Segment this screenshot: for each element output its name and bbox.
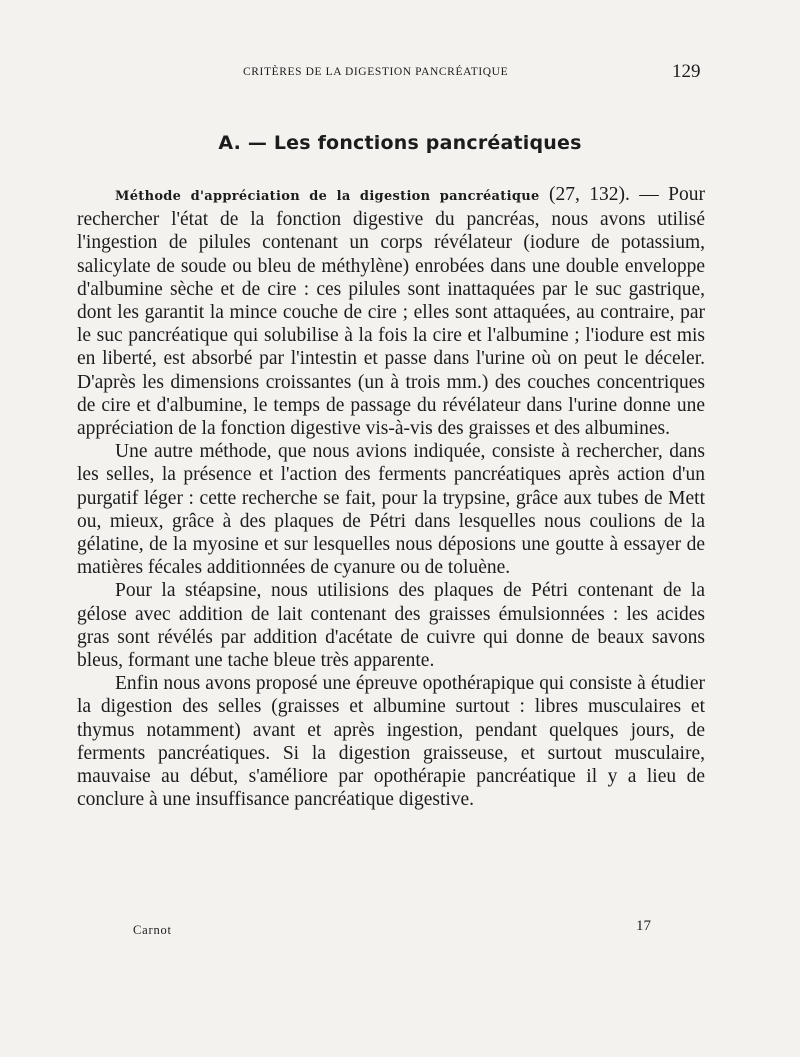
paragraph-opotherapy: Enfin nous avons proposé une épreuve opothérapique qui consiste à étudier la digestion des selles (graisses et albumine surtout : libres musculaires et thymus notamment) avant et après ingestion, pendant quelques jours, de ferments pancréatiques. Si la digestion graisseuse, et surtout musculaire, mauvaise au début, s'améliore par opothérapie pancréatique il y a lieu de conclure à une insuffisance pancréatique digestive. [77,673,705,811]
page-footer [0,920,800,944]
paragraph-lead-heading: Méthode d'appréciation de la digestion pancréatique [115,189,540,204]
paragraph-stool-method: Une autre méthode, que nous avions indiquée, consiste à rechercher, dans les selles, la présence et l'action des ferments pancréatiques après action d'un purgatif léger : cette recherche se fait, pour la trypsine, grâce aux tubes de Mett ou, mieux, grâce à des plaques de Pétri dans lesquelles nous coulions de la gélatine, de la myosine et sur lesquelles nous déposions une goutte à essayer de matières fécales additionnées de cyanure ou de toluène. [77,441,705,579]
paragraph-method [77,183,705,440]
body-text [77,183,705,811]
paragraph-steapsin: Pour la stéapsine, nous utilisions des plaques de Pétri contenant de la gélose avec addition de lait contenant des graisses émulsionnées : les acides gras sont révélés par addition d'acétate de cuivre qui donne de beaux savons bleus, formant une tache bleue très apparente. [77,580,705,672]
page-number: 129 [672,61,701,82]
paragraph-method-text: (27, 132). — Pour rechercher l'état de la fonction digestive du pancréas, nous avons utilisé l'ingestion de pilules contenant un corps révélateur (iodure de potassium, salicylate de soude ou bleu de méthylène) enrobées dans une double enveloppe d'albumine sèche et de cire : ces pilules sont inattaquées par le suc gastrique, dont les garantit la mince couche de cire ; elles sont attaquées, au contraire, par le suc pancréatique qui solubilise à la fois la cire et l'albumine ; l'iodure est mis en liberté, est absorbé par l'intestin et passe dans l'urine où on peut le déceler. D'après les dimensions croissantes (un à trois mm.) des couches concentriques de cire et d'albumine, le temps de passage du révélateur dans l'urine donne une appréciation de la fonction digestive vis-à-vis des graisses et des albumines. [77,184,705,440]
running-title: CRITÈRES DE LA DIGESTION PANCRÉATIQUE [243,66,509,78]
section-title: A. — Les fonctions pancréatiques [218,132,582,154]
signature-mark: Carnot [133,923,172,937]
signature-number: 17 [636,918,651,934]
running-header [0,61,800,86]
